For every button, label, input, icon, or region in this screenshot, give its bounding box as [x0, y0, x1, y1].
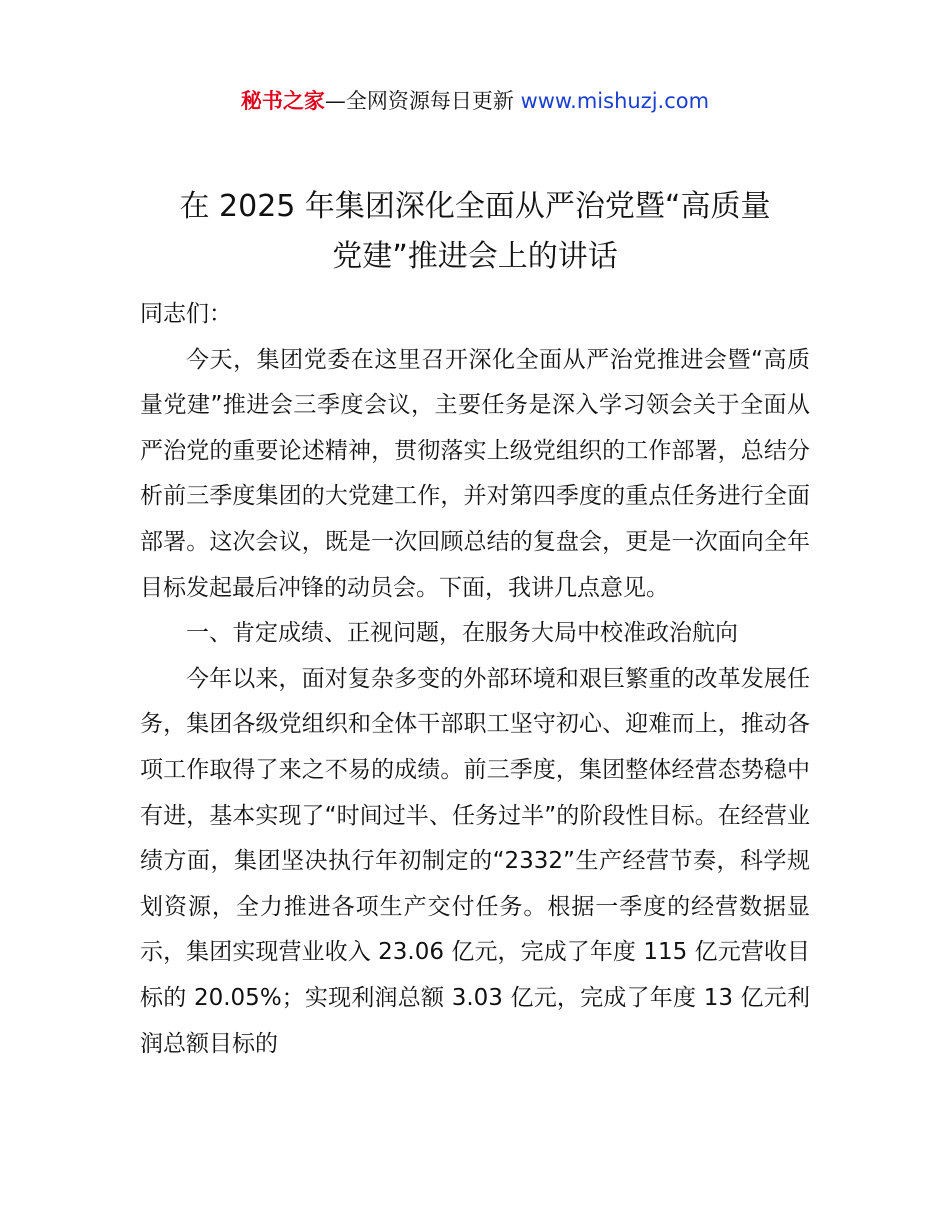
document-title [140, 182, 810, 282]
site-tagline: —全网资源每日更新 [324, 89, 521, 113]
site-header [0, 86, 950, 116]
site-brand: 秘书之家 [240, 89, 325, 113]
paragraph-achievements: 今年以来，面对复杂多变的外部环境和艰巨繁重的改革发展任务，集团各级党组织和全体干部职工坚守初心、迎难而上，推动各项工作取得了来之不易的成绩。前三季度，集团整体经营态势稳中有进，基本实现了“时间过半、任务过半”的阶段性目标。在经营业绩方面，集团坚决执行年初制定的“2332”生产经营节奏，科学规划资源，全力推进各项生产交付任务。根据一季度的经营数据显示，集团实现营业收入 23.06 亿元，完成了年度 115 亿元营收目标的 20.05%；实现利润总额 3.03 亿元，完成了年度 13 亿元利润总额目标的 [140, 665, 810, 1057]
title-line-2: 党建”推进会上的讲话 [332, 239, 618, 274]
document-body [140, 292, 810, 1067]
section-heading-1: 一、肯定成绩、正视问题，在服务大局中校准政治航向 [186, 620, 738, 647]
site-url-link[interactable]: www.mishuzj.com [520, 89, 710, 113]
salutation: 同志们： [140, 301, 232, 327]
paragraph-intro: 今天，集团党委在这里召开深化全面从严治党推进会暨“高质量党建”推进会三季度会议，主要任务是深入学习领会关于全面从严治党的重要论述精神，贯彻落实上级党组织的工作部署，总结分析前三季度集团的大党建工作，并对第四季度的重点任务进行全面部署。这次会议，既是一次回顾总结的复盘会，更是一次面向全年目标发起最后冲锋的动员会。下面，我讲几点意见。 [140, 346, 810, 601]
title-line-1: 在 2025 年集团深化全面从严治党暨“高质量 [179, 189, 771, 224]
